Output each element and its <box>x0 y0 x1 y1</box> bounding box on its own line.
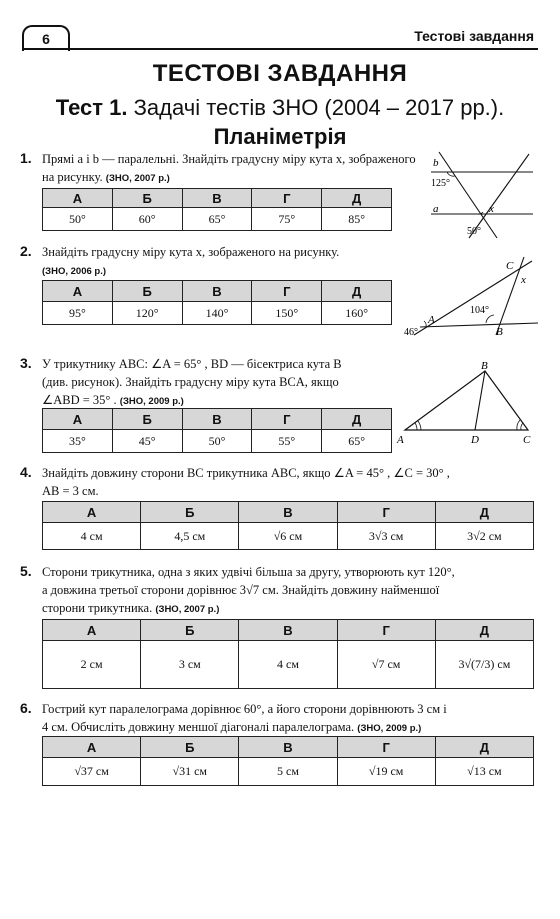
question-number: 4. <box>20 464 32 480</box>
question-source: (ЗНО, 2007 р.) <box>105 173 170 184</box>
letter-a: А <box>43 737 141 758</box>
answer-table-1 <box>42 188 392 231</box>
letter-d: Д <box>435 620 533 641</box>
answer-option[interactable]: 120° <box>112 302 182 325</box>
question-4-line1: Знайдіть довжину сторони BC трикутника ABC, якщо ∠A = 45° , ∠C = 30° , <box>42 466 450 480</box>
letter-a: А <box>43 409 113 430</box>
letter-h: Г <box>252 189 322 208</box>
answer-option[interactable]: 140° <box>182 302 252 325</box>
bisector-bd <box>475 371 485 430</box>
angle-104: 104° <box>470 305 489 316</box>
figure-3-triangle <box>395 357 540 449</box>
question-source: (ЗНО, 2007 р.) <box>155 604 220 615</box>
test-label: Тест 1. <box>55 95 128 120</box>
test-subtitle: Планіметрія <box>213 124 347 149</box>
question-text <box>42 355 402 409</box>
question-5-line1: Сторони трикутника, одна з яких удвічі більша за другу, утворюють кут 120°, <box>42 565 455 579</box>
answer-option[interactable]: 4 см <box>43 523 141 550</box>
letter-a: А <box>43 620 141 641</box>
answer-option[interactable]: 3√(7/3) см <box>435 641 533 689</box>
answer-table-6 <box>42 736 534 786</box>
letter-v: В <box>239 737 337 758</box>
answer-table-2 <box>42 280 392 325</box>
answer-option[interactable]: √31 см <box>141 758 239 786</box>
answer-option[interactable]: 4,5 см <box>141 523 239 550</box>
label-b: B <box>496 326 503 338</box>
answer-option[interactable]: 55° <box>252 430 322 453</box>
answer-option[interactable]: 50° <box>182 430 252 453</box>
question-4-line2: AB = 3 см. <box>42 484 99 498</box>
question-3-line3: ∠ABD = 35° . <box>42 393 117 407</box>
letter-b: Б <box>112 189 182 208</box>
label-d: D <box>471 434 479 446</box>
answer-option[interactable]: √7 см <box>337 641 435 689</box>
letter-h: Г <box>252 409 322 430</box>
question-source: (ЗНО, 2009 р.) <box>119 396 184 407</box>
angle-46: 46° <box>404 327 418 338</box>
line-ab <box>420 323 538 327</box>
answer-option[interactable]: 65° <box>182 208 252 231</box>
letter-h: Г <box>337 620 435 641</box>
letter-d: Д <box>322 409 392 430</box>
question-text <box>42 563 542 617</box>
question-3-line2: (див. рисунок). Знайдіть градусну міру кута BCA, якщо <box>42 375 339 389</box>
running-header: Тестові завдання <box>414 28 534 44</box>
answer-option[interactable]: 150° <box>252 302 322 325</box>
angle-125: 125° <box>431 178 450 189</box>
letter-d: Д <box>322 281 392 302</box>
question-number: 6. <box>20 700 32 716</box>
label-x: x <box>489 203 494 215</box>
question-text <box>42 700 542 736</box>
label-a: a <box>433 203 439 215</box>
angle-50: 50° <box>467 226 481 237</box>
letter-d: Д <box>435 737 533 758</box>
question-source: (ЗНО, 2006 р.) <box>42 266 107 277</box>
label-x: x <box>521 274 526 286</box>
answer-option[interactable]: 50° <box>43 208 113 231</box>
letter-d: Д <box>435 502 533 523</box>
question-number: 1. <box>20 150 32 166</box>
letter-h: Г <box>252 281 322 302</box>
page-title: ТЕСТОВІ ЗАВДАННЯ <box>152 60 408 87</box>
answer-option[interactable]: 3√2 см <box>435 523 533 550</box>
question-number: 5. <box>20 563 32 579</box>
question-5-line3: сторони трикутника. <box>42 601 153 615</box>
figure-2-angle <box>400 255 540 340</box>
question-5-line2: а довжина третьої сторони дорівнює 3√7 см. Знайдіть довжину найменшої <box>42 583 440 597</box>
label-c: C <box>523 434 531 446</box>
letter-a: А <box>43 502 141 523</box>
answer-option[interactable]: √37 см <box>43 758 141 786</box>
letter-a: А <box>43 281 113 302</box>
question-text <box>42 243 402 279</box>
answer-table-3 <box>42 408 392 453</box>
letter-b: Б <box>112 281 182 302</box>
test-title <box>0 93 560 151</box>
answer-option[interactable]: 45° <box>112 430 182 453</box>
label-a: A <box>397 434 404 446</box>
answer-option[interactable]: 3 см <box>141 641 239 689</box>
answer-option[interactable]: 95° <box>43 302 113 325</box>
answer-option[interactable]: √19 см <box>337 758 435 786</box>
letter-b: Б <box>141 502 239 523</box>
answer-option[interactable]: 75° <box>252 208 322 231</box>
letter-v: В <box>239 620 337 641</box>
answer-option[interactable]: 85° <box>322 208 392 231</box>
answer-table-4 <box>42 501 534 550</box>
letter-b: Б <box>141 737 239 758</box>
label-b: B <box>481 360 488 372</box>
letter-h: Г <box>337 502 435 523</box>
question-source: (ЗНО, 2009 р.) <box>357 723 422 734</box>
figure-1-parallel-lines <box>425 150 537 242</box>
letter-d: Д <box>322 189 392 208</box>
letter-a: А <box>43 189 113 208</box>
question-3-line1: У трикутнику ABC: ∠A = 65° , BD — бісектриса кута B <box>42 357 342 371</box>
answer-option[interactable]: 160° <box>322 302 392 325</box>
letter-v: В <box>182 409 252 430</box>
answer-option[interactable]: √6 см <box>239 523 337 550</box>
triangle-abc <box>405 371 528 430</box>
answer-option[interactable]: 60° <box>112 208 182 231</box>
letter-b: Б <box>112 409 182 430</box>
answer-option[interactable]: 3√3 см <box>337 523 435 550</box>
header-rule <box>22 48 538 50</box>
answer-option[interactable]: 65° <box>322 430 392 453</box>
letter-v: В <box>182 281 252 302</box>
test-title-text: Задачі тестів ЗНО (2004 – 2017 рр.). <box>127 95 505 120</box>
answer-option[interactable]: 4 см <box>239 641 337 689</box>
question-2-text: Знайдіть градусну міру кута x, зображеного на рисунку. <box>42 245 340 259</box>
letter-v: В <box>239 502 337 523</box>
letter-v: В <box>182 189 252 208</box>
label-a: A <box>428 314 435 326</box>
answer-table-5 <box>42 619 534 689</box>
page-number: 6 <box>22 25 70 51</box>
answer-option[interactable]: 5 см <box>239 758 337 786</box>
label-b: b <box>433 157 439 169</box>
answer-option[interactable]: 35° <box>43 430 113 453</box>
question-text <box>42 464 542 500</box>
question-6-line2: 4 см. Обчисліть довжину меншої діагоналі паралелограма. <box>42 720 355 734</box>
letter-h: Г <box>337 737 435 758</box>
question-text <box>42 150 422 186</box>
answer-option[interactable]: 2 см <box>43 641 141 689</box>
answer-option[interactable]: √13 см <box>435 758 533 786</box>
question-6-line1: Гострий кут паралелограма дорівнює 60°, а його сторони дорівнюють 3 см і <box>42 702 447 716</box>
question-1-text: Прямі a і b — паралельні. Знайдіть градусну міру кута x, зображеного на рисунку. <box>42 152 416 184</box>
letter-b: Б <box>141 620 239 641</box>
question-number: 2. <box>20 243 32 259</box>
label-c: C <box>506 260 514 272</box>
question-number: 3. <box>20 355 32 371</box>
